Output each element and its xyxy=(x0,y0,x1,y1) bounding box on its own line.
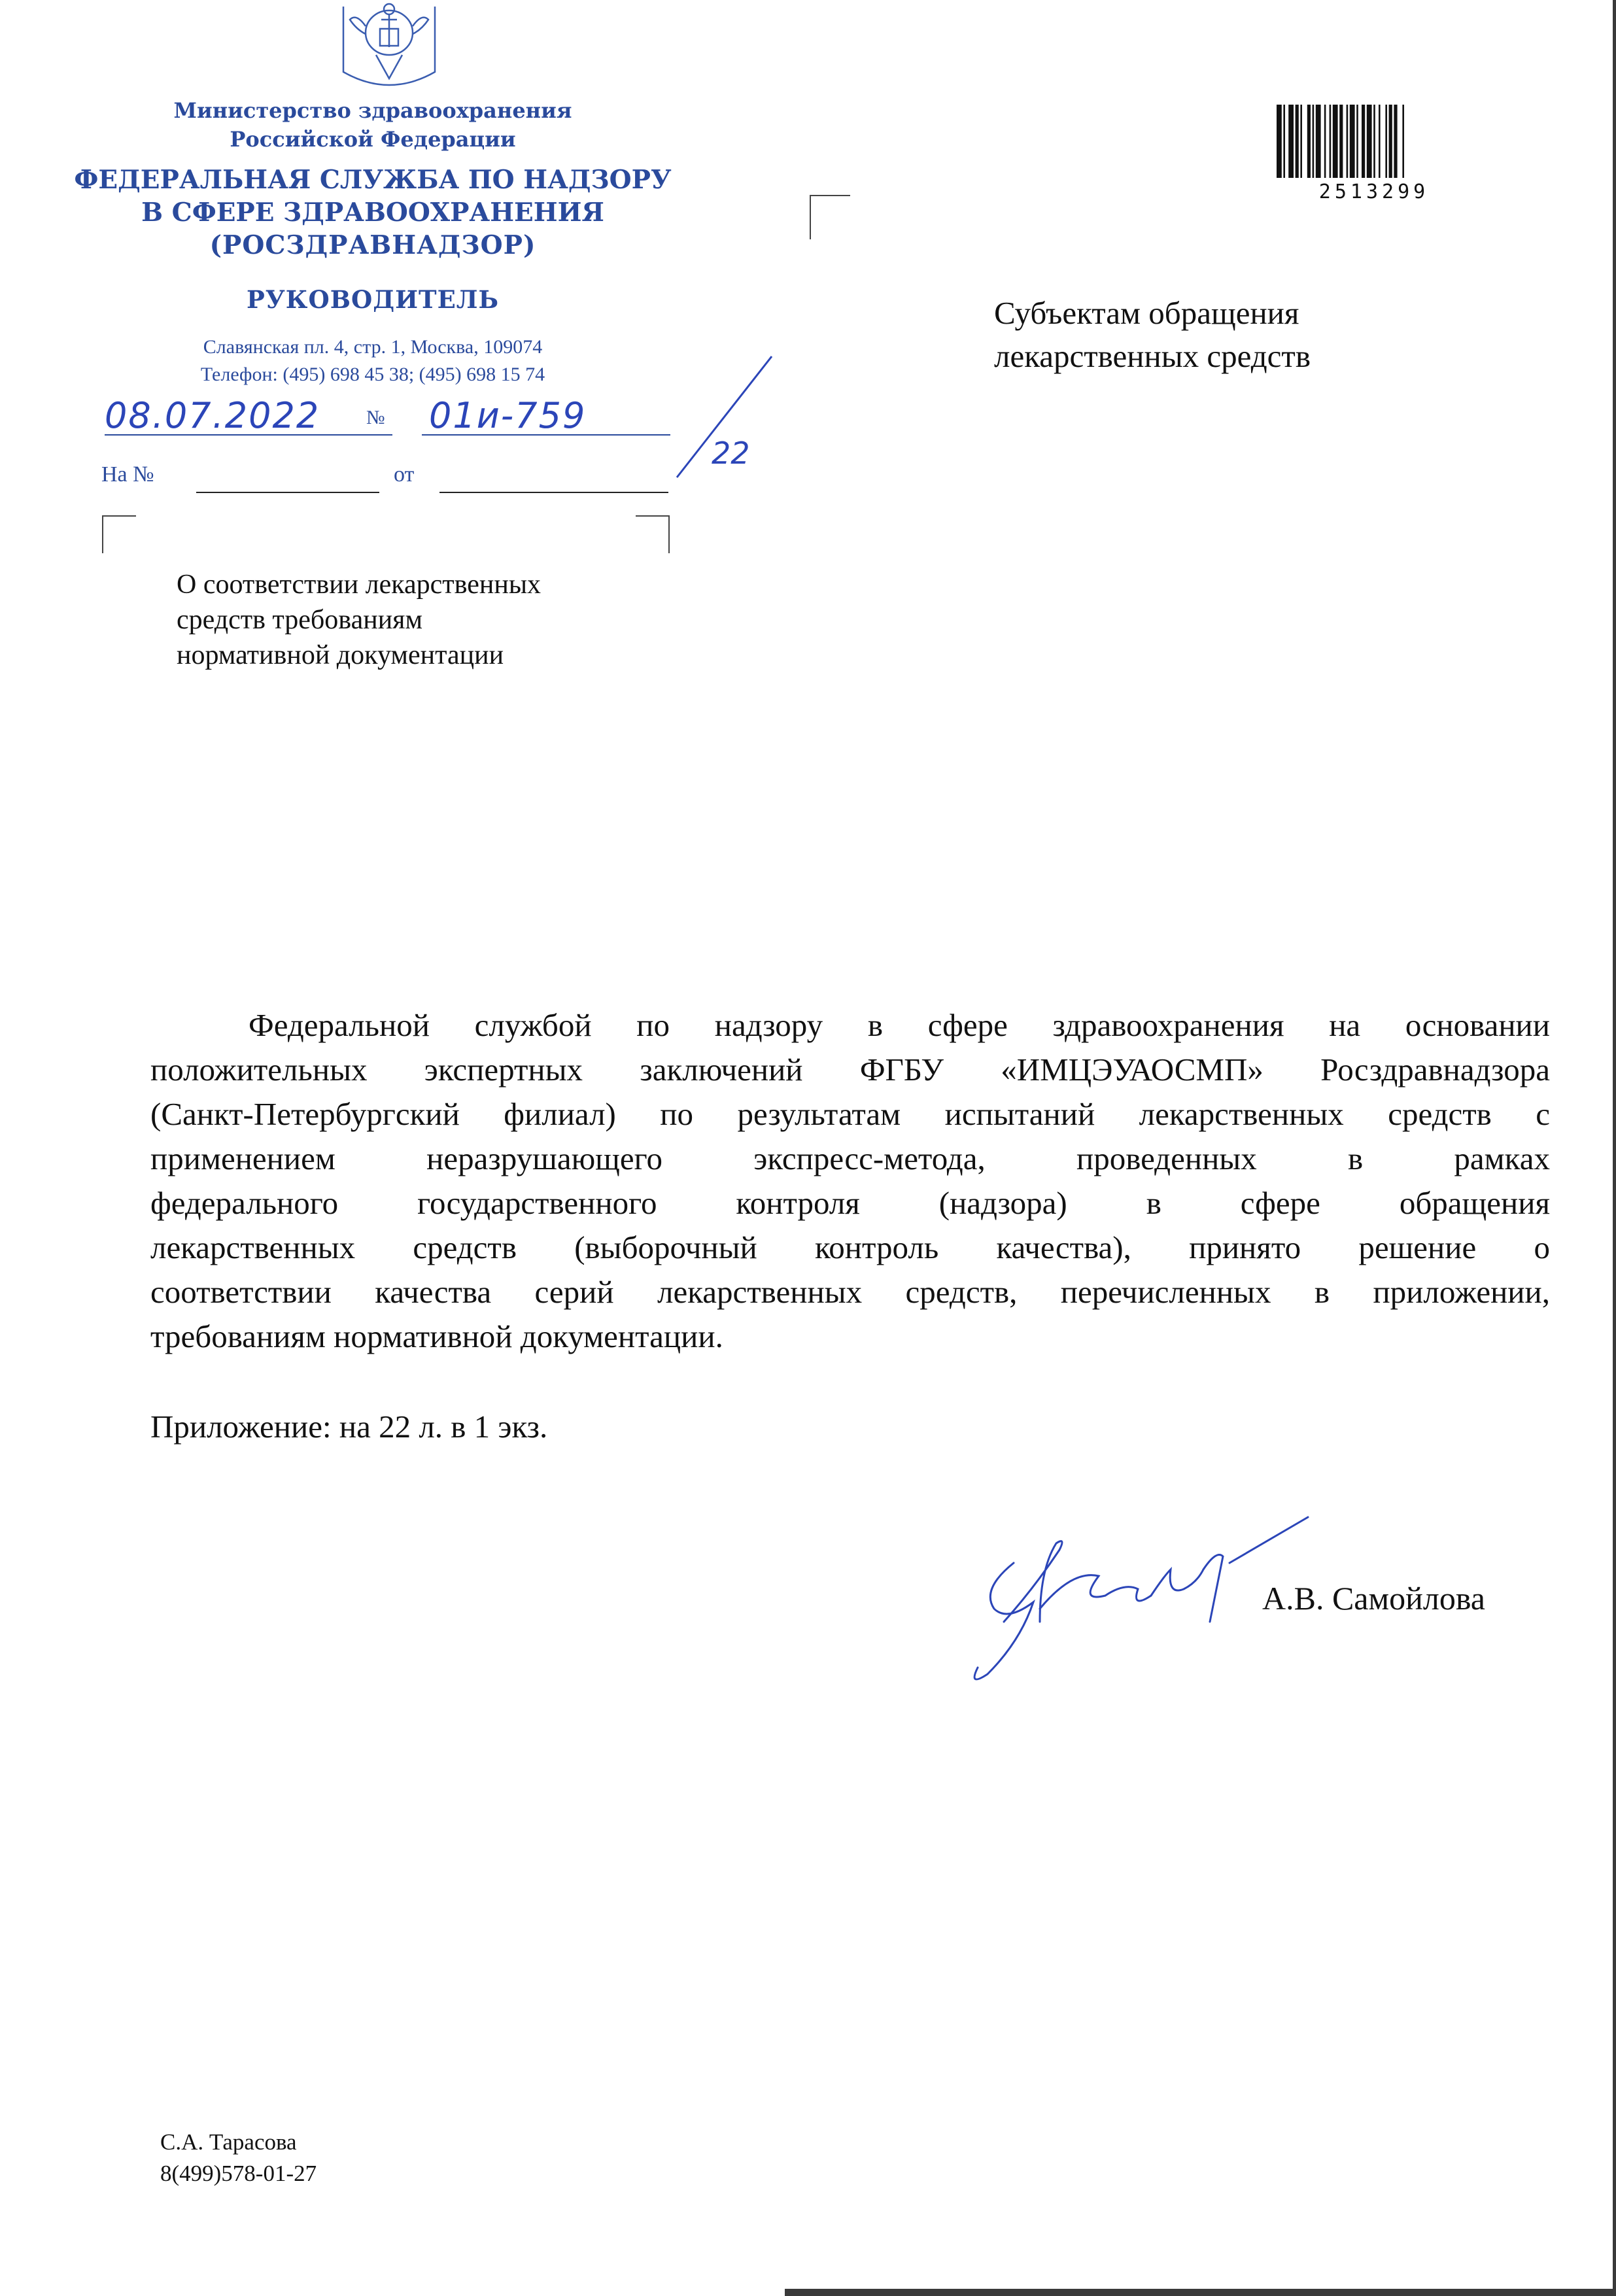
reference-date-label: от xyxy=(394,462,415,487)
addressee-line2: лекарственных средств xyxy=(994,338,1311,374)
attachment-note: Приложение: на 22 л. в 1 экз. xyxy=(150,1409,548,1445)
service-name-line1: ФЕДЕРАЛЬНАЯ СЛУЖБА ПО НАДЗОРУ xyxy=(74,165,672,195)
body-line: применением неразрушающего экспресс-метода, проведенных в рамках xyxy=(150,1140,1550,1176)
addressee-line1: Субъектам обращения xyxy=(994,295,1299,331)
reference-number-blank xyxy=(196,492,379,493)
coat-of-arms-icon xyxy=(330,0,448,92)
body-line: требованиям нормативной документации. xyxy=(150,1318,723,1354)
subject-line1: О соответствии лекарственных xyxy=(177,570,542,600)
body-line: лекарственных средств (выборочный контроль качества), принято решение о xyxy=(150,1229,1550,1265)
executor-name: С.А. Тарасова xyxy=(160,2129,297,2155)
head-title: РУКОВОДИТЕЛЬ xyxy=(246,285,500,314)
reference-date-blank xyxy=(439,492,668,493)
subject-corner-left xyxy=(102,515,136,553)
scan-bottom-edge xyxy=(785,2289,1616,2296)
body-line: федерального государственного контроля (надзора) в сфере обращения xyxy=(150,1185,1550,1221)
scan-edge xyxy=(1613,0,1616,2296)
reference-number-label: На № xyxy=(101,462,154,487)
body-line: Федеральной службой по надзору в сфере здравоохранения на основании xyxy=(249,1007,1550,1043)
date-underline xyxy=(105,434,392,436)
ministry-name-line2: Российской Федерации xyxy=(230,127,516,152)
address-line: Славянская пл. 4, стр. 1, Москва, 109074 xyxy=(203,336,543,358)
body-line: положительных экспертных заключений ФГБУ «ИМЦЭУАОСМП» Росздравнадзора xyxy=(150,1052,1550,1088)
registration-number: 01и-759 xyxy=(429,395,587,436)
ministry-name-line1: Министерство здравоохранения xyxy=(173,98,572,123)
service-name-line2: В СФЕРЕ ЗДРАВООХРАНЕНИЯ xyxy=(141,197,604,228)
barcode-icon xyxy=(1275,105,1473,178)
addressee-corner xyxy=(810,195,850,239)
body-line: соответствии качества серий лекарственных средств, перечисленных в приложении, xyxy=(150,1274,1550,1310)
subject-line2: средств требованиям xyxy=(177,605,423,635)
subject-line3: нормативной документации xyxy=(177,640,504,670)
body-line: (Санкт-Петербургский филиал) по результатам испытаний лекарственных средств с xyxy=(150,1096,1550,1132)
number-sign: № xyxy=(366,407,385,428)
subject-corner-right xyxy=(636,515,670,553)
service-name-line3: (РОСЗДРАВНАДЗОР) xyxy=(209,230,536,260)
executor-phone: 8(499)578-01-27 xyxy=(160,2161,317,2186)
number-underline xyxy=(422,434,670,436)
signer-name: А.В. Самойлова xyxy=(1262,1580,1485,1617)
registration-date: 08.07.2022 xyxy=(105,395,320,436)
registration-year-suffix: 22 xyxy=(712,436,750,471)
barcode-number: 2513299 xyxy=(1318,180,1430,203)
phone-line: Телефон: (495) 698 45 38; (495) 698 15 74 xyxy=(200,364,545,385)
